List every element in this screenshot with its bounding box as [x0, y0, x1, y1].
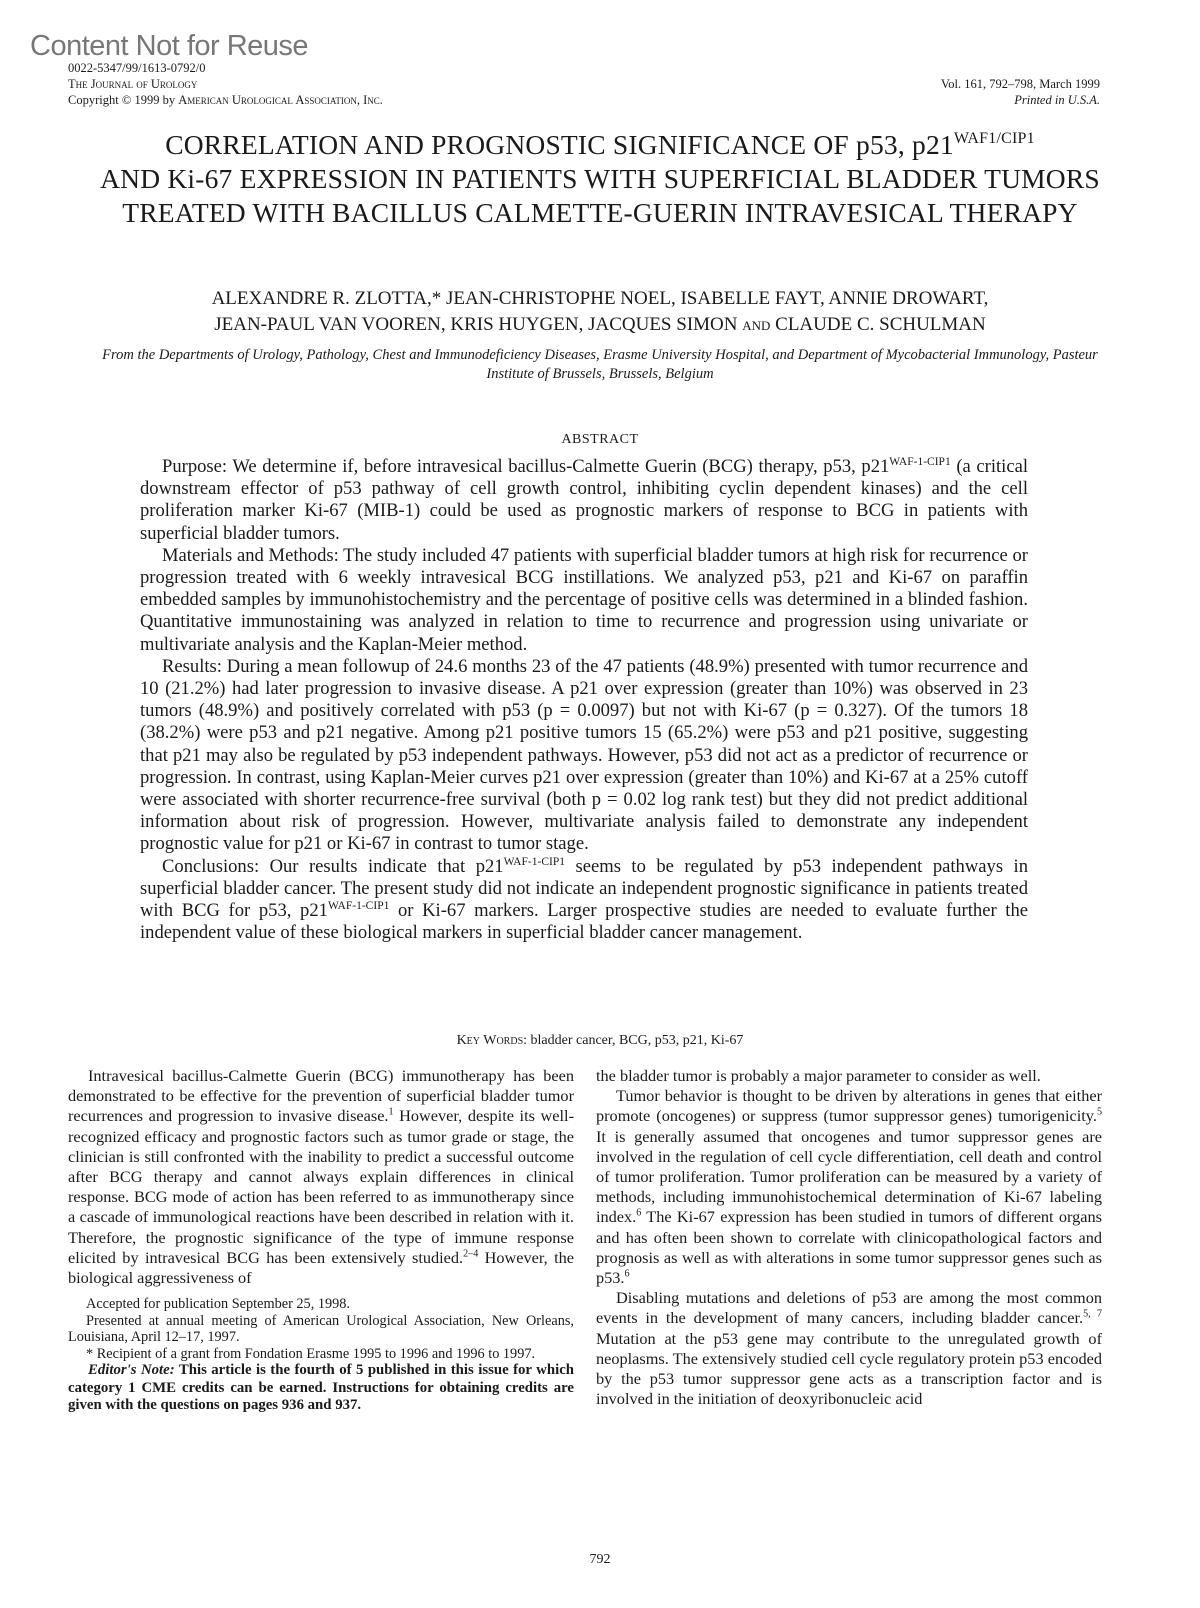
- authors-line2a: JEAN-PAUL VAN VOOREN, KRIS HUYGEN, JACQUES SIMON: [214, 314, 743, 335]
- watermark: Content Not for Reuse: [30, 30, 309, 62]
- editors-note-text: This article is the fourth of 5 published in this issue for which category 1 CME credits can be earned. Instructions for obtaining credits are given with the questions on pages 936 and 937.: [68, 1362, 575, 1414]
- text: However, the biological aggressiveness of: [68, 1247, 575, 1288]
- reference: 6: [636, 1208, 642, 1219]
- body-paragraph: [68, 1066, 574, 1288]
- key-words-text: bladder cancer, BCG, p53, p21, Ki-67: [527, 1033, 744, 1048]
- text: Conclusions: Our results indicate that p21: [162, 855, 504, 877]
- affiliation: From the Departments of Urology, Pathology, Chest and Immunodeficiency Diseases, Erasme University Hospital, and Department of Mycobacterial Immunology, Pasteur Institute of Brussels, Brussels, Belgium: [102, 347, 1098, 382]
- text: or Ki-67 markers. Larger prospective studies are needed to evaluate further the independent value of these biological markers in superficial bladder cancer management.: [140, 900, 1028, 944]
- text: (a critical downstream effector of p53 pathway of cell growth control, inhibiting cyclin dependent kinases) and the cell proliferation marker Ki-67 (MIB-1) could be used as prognostic markers of response to BCG in patients with superficial bladder tumors.: [140, 456, 1028, 544]
- title-part2: AND Ki-67 EXPRESSION IN PATIENTS WITH SUPERFICIAL BLADDER TUMORS TREATED WITH BACILLUS CALMETTE-GUERIN INTRAVESICAL THERAPY: [100, 163, 1100, 228]
- text: Mutation at the p53 gene may contribute to the unregulated growth of neoplasms. The extensively studied cell cycle regulatory protein p53 encoded by the p53 tumor suppressor gene acts as a transcription factor and is involved in the initiation of deoxyribonucleic acid: [596, 1328, 1102, 1409]
- reference: 5, 7: [1083, 1309, 1102, 1321]
- article-title: [60, 128, 1140, 230]
- text: Intravesical bacillus-Calmette Guerin (BCG) immunotherapy has been demonstrated to be effective for the prevention of superficial bladder tumor recurrences and progression to invasive disease.: [68, 1066, 574, 1126]
- title-superscript: WAF1/CIP1: [953, 130, 1035, 147]
- title-part1: CORRELATION AND PROGNOSTIC SIGNIFICANCE OF p53, p21: [165, 129, 954, 160]
- body-paragraph: the bladder tumor is probably a major parameter to consider as well.: [596, 1066, 1041, 1085]
- footnotes: [68, 1296, 574, 1362]
- text: Disabling mutations and deletions of p53 are among the most common events in the development of many cancers, including bladder cancer.: [596, 1288, 1102, 1328]
- abstract-results: Results: During a mean followup of 24.6 months 23 of the 47 patients (48.9%) presented with tumor recurrence and 10 (21.2%) had later progression to invasive disease. A p21 over expression (greater than 10%) was observed in 23 tumors (48.9%) and positively correlated with p53 (p = 0.0097) but not with Ki-67 (p = 0.327). Of the tumors 18 (38.2%) were p53 and p21 negative. Among p21 positive tumors 15 (65.2%) were p53 and p21 positive, suggesting that p21 may also be regulated by p53 independent pathways. However, p53 did not act as a predictor of recurrence or progression. In contrast, using Kaplan-Meier curves p21 over expression (greater than 10%) and Ki-67 at a 25% cutoff were associated with shorter recurrence-free survival (both p = 0.02 log rank test) but they did not predict additional information about risk of progression. However, multivariate analysis failed to demonstrate any independent prognostic value for p21 or Ki-67 in contrast to tumor stage.: [140, 655, 1028, 855]
- text: The Ki-67 expression has been studied in tumors of different organs and has often been shown to correlate with clinicopathological factors and prognosis as well as with alterations in some tumor suppressor genes such as p53.: [596, 1207, 1102, 1288]
- abstract-conclusions: [140, 856, 1028, 945]
- copyright: [68, 92, 383, 108]
- author-list: [60, 286, 1140, 338]
- key-words-label: Key Words:: [456, 1033, 528, 1048]
- printed-in: Printed in U.S.A.: [1014, 93, 1100, 107]
- reference: 2–4: [463, 1248, 479, 1260]
- text: seems to be regulated by p53 independent pathways in superficial bladder cancer. The present study did not indicate an independent prognostic significance in patients treated with BCG for p53, p21: [140, 855, 1028, 922]
- superscript: WAF-1-CIP1: [327, 899, 390, 912]
- abstract: [140, 456, 1028, 944]
- reference: 6: [624, 1268, 630, 1280]
- left-column: [68, 1066, 574, 1415]
- footnote: Accepted for publication September 25, 1998.: [86, 1296, 351, 1313]
- text: Tumor behavior is thought to be driven by alterations in genes that either promote (oncogenes) or suppress (tumor suppressor genes) tumorigenicity.: [596, 1086, 1102, 1126]
- footnote: Presented at annual meeting of American Urological Association, New Orleans, Louisiana, April 12–17, 1997.: [68, 1312, 574, 1346]
- abstract-heading: ABSTRACT: [561, 432, 639, 447]
- editors-note-label: Editor's Note:: [88, 1362, 175, 1379]
- page-number: 792: [589, 1552, 611, 1567]
- footnote: * Recipient of a grant from Fondation Erasme 1995 to 1996 and 1996 to 1997.: [86, 1345, 536, 1362]
- right-column: [596, 1066, 1102, 1409]
- key-words: [0, 1033, 1200, 1049]
- copyright-org: American Urological Association, Inc.: [178, 93, 383, 107]
- reference: 5: [1096, 1106, 1102, 1118]
- editors-note: [68, 1362, 574, 1415]
- text: Purpose: We determine if, before intravesical bacillus-Calmette Guerin (BCG) therapy, p53, p21: [162, 456, 890, 477]
- superscript: WAF-1-CIP1: [889, 455, 951, 468]
- authors-line1: ALEXANDRE R. ZLOTTA,* JEAN-CHRISTOPHE NOEL, ISABELLE FAYT, ANNIE DROWART,: [211, 288, 989, 309]
- body-paragraph: [596, 1288, 1102, 1409]
- body-paragraph: [596, 1086, 1102, 1288]
- authors-and: and: [742, 314, 771, 335]
- authors-line2b: CLAUDE C. SCHULMAN: [770, 314, 986, 335]
- abstract-methods: Materials and Methods: The study included 47 patients with superficial bladder tumors at high risk for recurrence or progression treated with 6 weekly intravesical BCG instillations. We analyzed p53, p21 and Ki-67 on paraffin embedded samples by immunohistochemistry and the percentage of positive cells was determined in a blinded fashion. Quantitative immunostaining was analyzed in relation to time to recurrence and progression using univariate or multivariate analysis and the Kaplan-Meier method.: [140, 544, 1028, 655]
- volume-info: Vol. 161, 792–798, March 1999: [940, 77, 1100, 91]
- journal-header-left: [68, 60, 383, 108]
- copyright-prefix: Copyright © 1999 by: [68, 93, 179, 107]
- article-code: 0022-5347/99/1613-0792/0: [68, 61, 206, 75]
- journal-header-right: [941, 76, 1100, 108]
- reference: 1: [388, 1106, 394, 1118]
- journal-name: The Journal of Urology: [68, 77, 198, 91]
- superscript: WAF-1-CIP1: [503, 855, 566, 868]
- abstract-purpose: [140, 456, 1028, 545]
- text: It is generally assumed that oncogenes and tumor suppressor genes are involved in the regulation of cell cycle differentiation, cell death and control of tumor proliferation. Tumor proliferation can be measured by a variety of methods, including immunohistochemical determination of Ki-67 labeling index.: [596, 1126, 1102, 1227]
- text: However, despite its well-recognized efficacy and prognostic factors such as tumor grade or stage, the clinician is still confronted with the inability to predict a successful outcome after BCG therapy and cannot always explain differences in clinical response. BCG mode of action has been referred to as immunotherapy since a cascade of immunological reactions have been described in relation with it. Therefore, the prognostic significance of the type of immune response elicited by intravesical BCG has been extensively studied.: [68, 1106, 574, 1267]
